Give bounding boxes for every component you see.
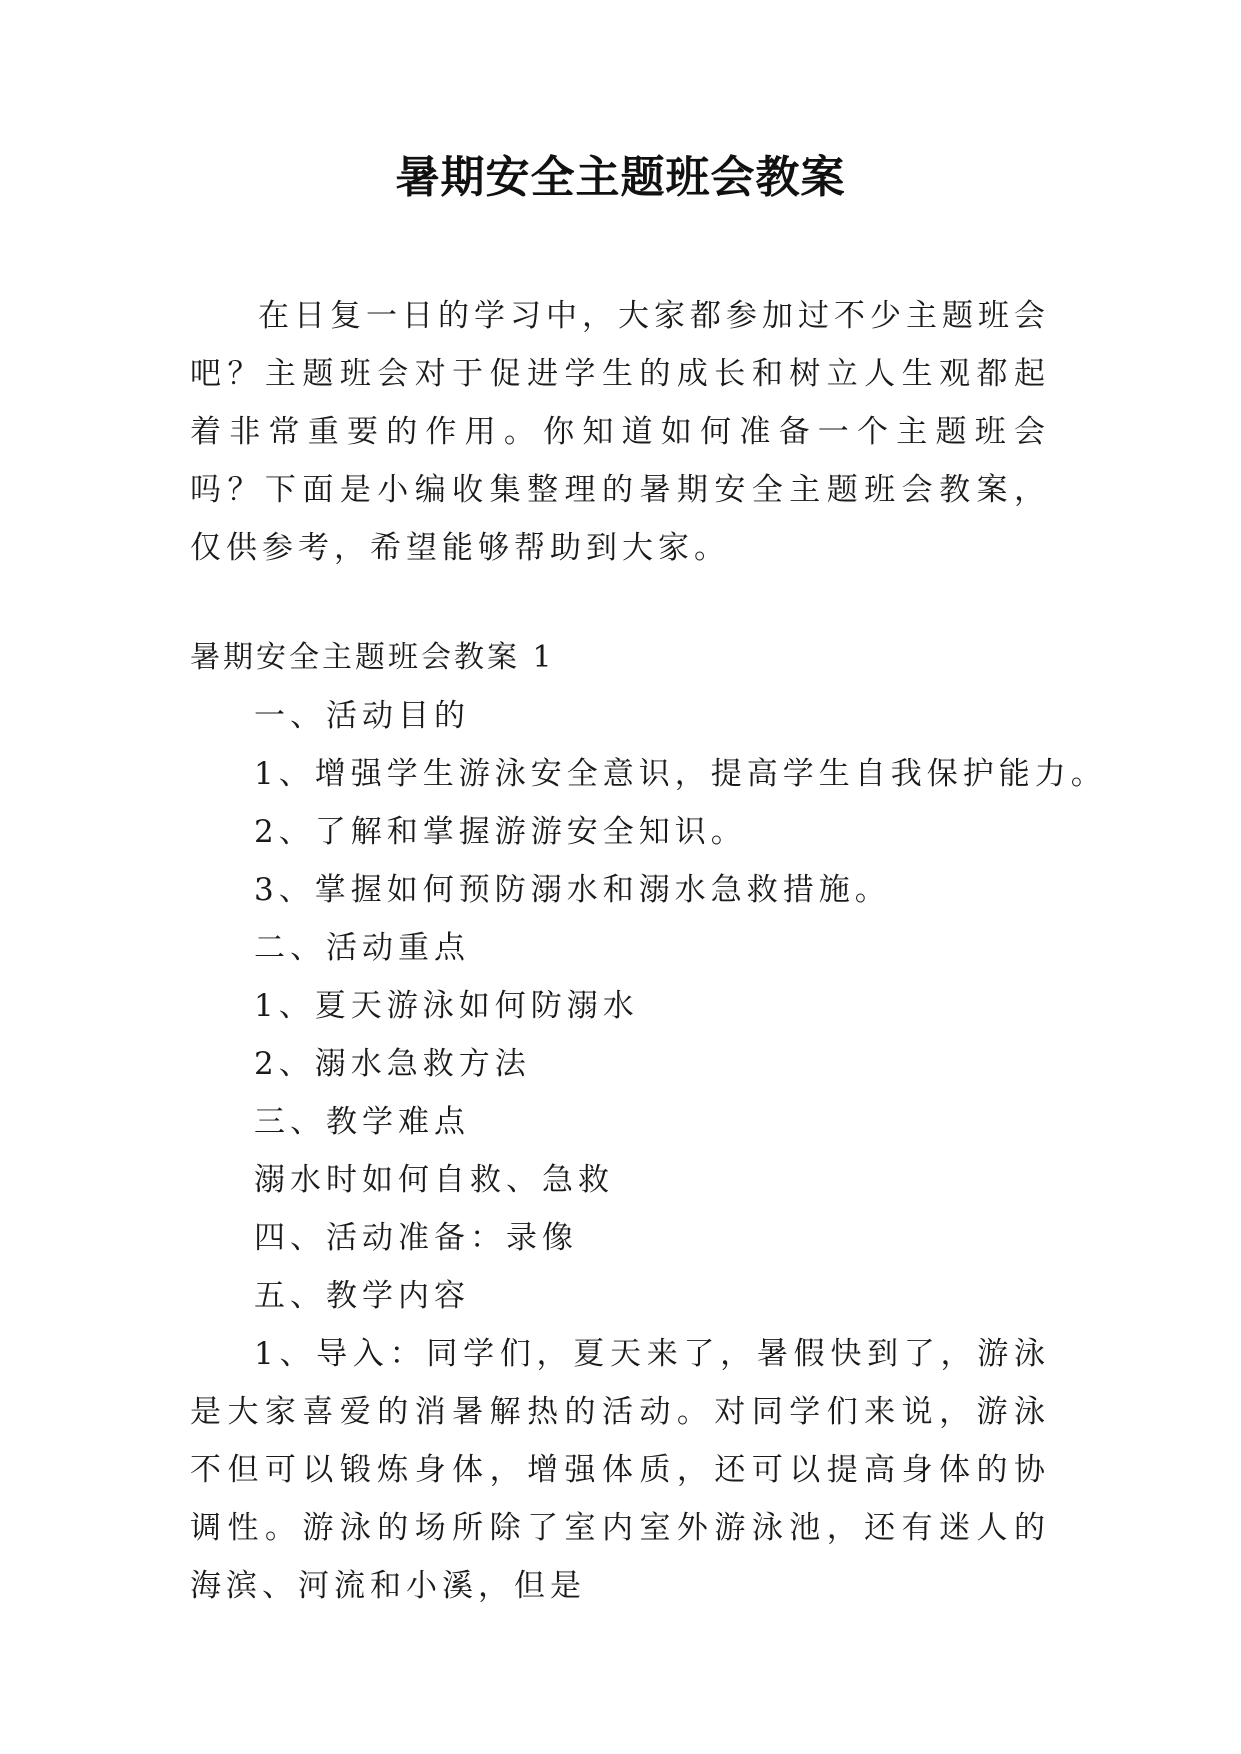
list-item: 一、活动目的 — [254, 698, 470, 734]
body-paragraph: 1、导入：同学们，夏天来了，暑假快到了，游泳是大家喜爱的消暑解热的活动。对同学们来说，游泳不但可以锻炼身体，增强体质，还可以提高身体的协调性。游泳的场所除了室内室外游泳池，还有迷人的海滨、河流和小溪，但是 — [190, 1336, 1050, 1604]
intro-paragraph: 在日复一日的学习中，大家都参加过不少主题班会吧？主题班会对于促进学生的成长和树立人生观都起着非常重要的作用。你知道如何准备一个主题班会吗？下面是小编收集整理的暑期安全主题班会教案，仅供参考，希望能够帮助到大家。 — [190, 298, 1050, 566]
list-item: 二、活动重点 — [254, 930, 470, 966]
list-item: 五、教学内容 — [254, 1278, 470, 1314]
list-item: 1、增强学生游泳安全意识，提高学生自我保护能力。 — [254, 756, 1107, 792]
list-item: 2、溺水急救方法 — [254, 1046, 531, 1082]
list-item: 3、掌握如何预防溺水和溺水急救措施。 — [254, 872, 891, 908]
list-item: 1、夏天游泳如何防溺水 — [254, 988, 639, 1024]
document-title: 暑期安全主题班会教案 — [395, 152, 846, 203]
list-item: 溺水时如何自救、急救 — [254, 1162, 614, 1198]
list-item: 三、教学难点 — [254, 1104, 470, 1140]
document-body — [190, 287, 1107, 1615]
list-item: 2、了解和掌握游游安全知识。 — [254, 814, 747, 850]
section-title: 暑期安全主题班会教案 1 — [190, 640, 555, 675]
list-item: 四、活动准备：录像 — [254, 1220, 578, 1256]
